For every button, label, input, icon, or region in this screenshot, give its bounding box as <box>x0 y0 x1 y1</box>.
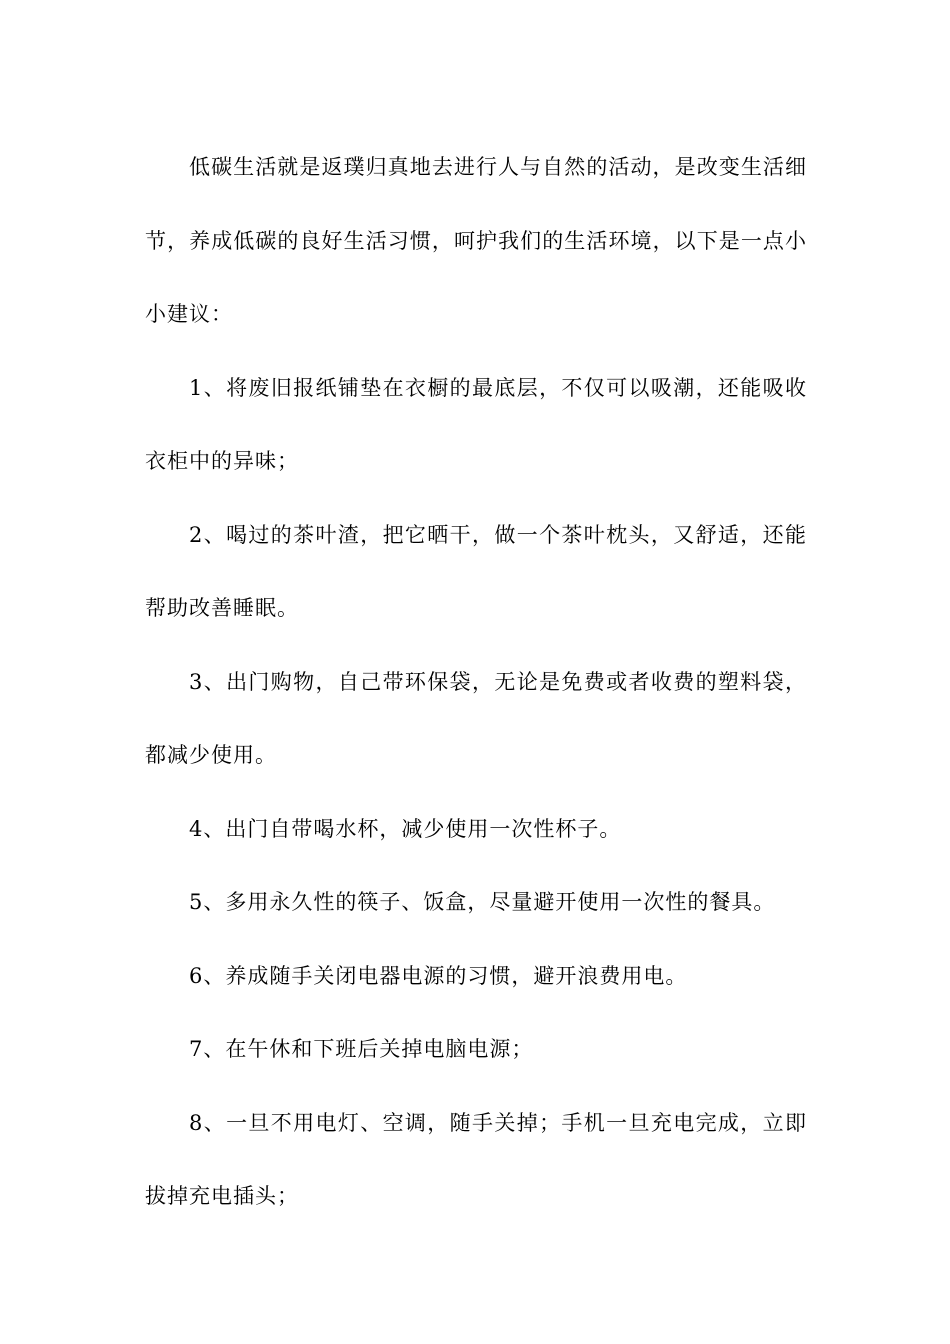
tip-item-3: 3、出门购物，自己带环保袋，无论是免费或者收费的塑料袋，都减少使用。 <box>145 669 807 767</box>
tip-item-6: 6、养成随手关闭电器电源的习惯，避开浪费用电。 <box>189 963 688 988</box>
tip-item-8: 8、一旦不用电灯、空调，随手关掉；手机一旦充电完成，立即拔掉充电插头； <box>145 1110 807 1208</box>
intro-paragraph: 低碳生活就是返璞归真地去进行人与自然的活动，是改变生活细节，养成低碳的良好生活习惯，呵护我们的生活环境，以下是一点小小建议： <box>145 155 807 326</box>
tip-item-1: 1、将废旧报纸铺垫在衣橱的最底层，不仅可以吸潮，还能吸收衣柜中的异味； <box>145 375 807 473</box>
document-body <box>145 131 807 1234</box>
tip-item-2: 2、喝过的茶叶渣，把它晒干，做一个茶叶枕头，又舒适，还能帮助改善睡眠。 <box>145 522 807 620</box>
tip-item-7: 7、在午休和下班后关掉电脑电源； <box>189 1037 534 1061</box>
tip-item-4: 4、出门自带喝水杯，减少使用一次性杯子。 <box>189 816 622 841</box>
tip-item-5: 5、多用永久性的筷子、饭盒，尽量避开使用一次性的餐具。 <box>189 890 776 914</box>
